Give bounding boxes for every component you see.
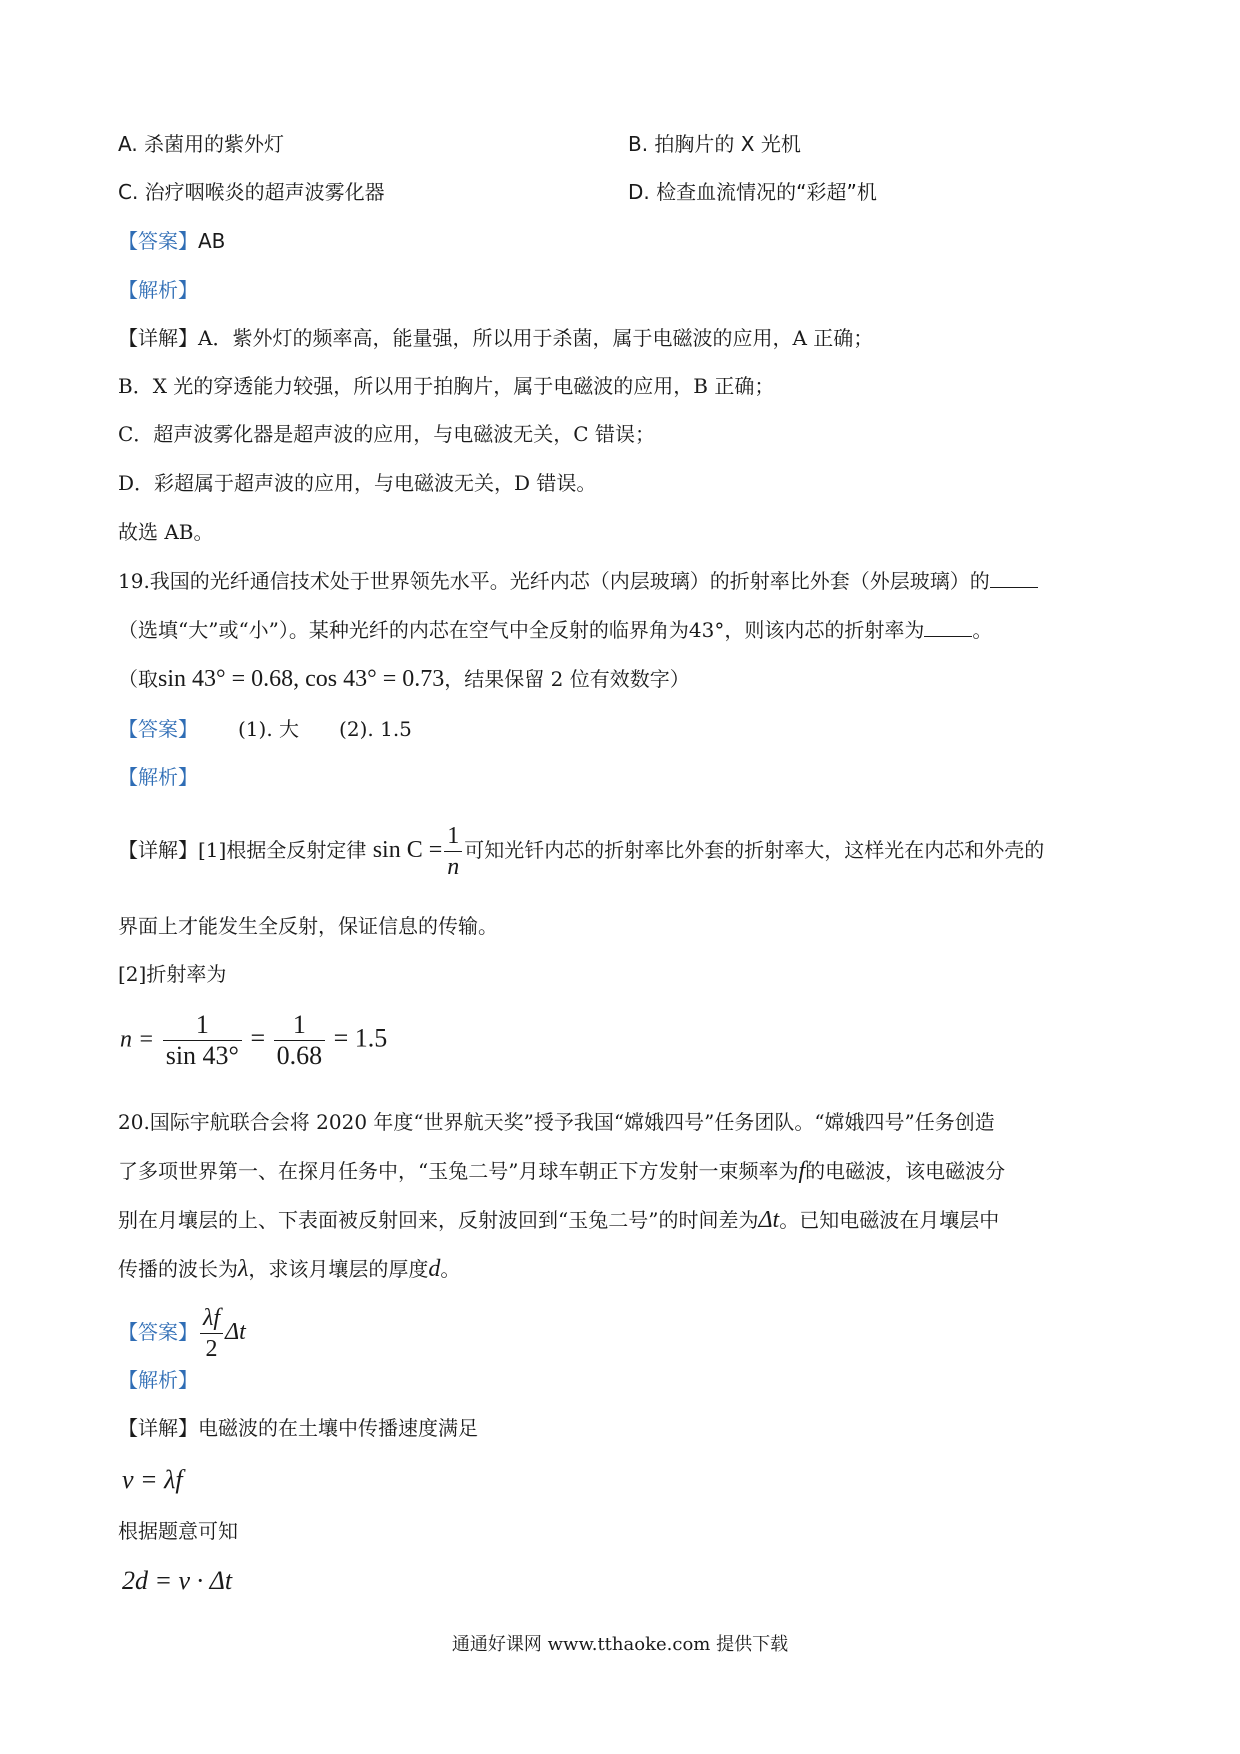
option-a: A. 杀菌用的紫外灯: [118, 132, 285, 156]
q20-detail-line: 根据题意可知: [118, 1519, 238, 1543]
eq-fraction-2: [274, 1010, 326, 1071]
answer-label: 【答案】: [118, 229, 198, 253]
q18-analysis-label: 【解析】: [118, 278, 198, 302]
q20-detail-line: [118, 1414, 478, 1442]
answer-tail: Δt: [225, 1319, 246, 1345]
fraction-numerator: 1: [444, 821, 462, 852]
q20-stem-text: 。: [440, 1257, 461, 1281]
q20-answer: [118, 1300, 246, 1364]
q18-answer: [118, 227, 225, 255]
q19-stem-line: [118, 665, 690, 693]
eq-velocity: v = λf: [122, 1465, 183, 1494]
q19-stem-text: （选填“大”或“小”）。某种光纤的内芯在空气中全反射的临界角为43°，则该内芯的折射率为: [118, 618, 925, 642]
fraction-denominator: 2: [205, 1336, 218, 1362]
q19-stem-text: （取: [118, 667, 158, 691]
fraction-numerator: 1: [163, 1010, 242, 1041]
symbol-d: d: [428, 1256, 441, 1282]
symbol-f: f: [798, 1158, 806, 1184]
q20-stem-text: ，求该月壤层的厚度: [248, 1257, 429, 1281]
q20-stem-line: [118, 1255, 460, 1283]
q18-detail-line: [118, 324, 873, 352]
q18-detail-line: C．超声波雾化器是超声波的应用，与电磁波无关，C 错误；: [118, 422, 655, 446]
q20-stem-text: 。已知电磁波在月壤层中: [779, 1208, 1000, 1232]
q20-stem-text: 别在月壤层的上、下表面被反射回来，反射波回到“玉兔二号”的时间差为: [118, 1208, 759, 1232]
law-lhs: sin C =: [372, 837, 443, 863]
q19-stem-text: 。: [972, 618, 993, 642]
fraction-denominator: sin 43°: [165, 1041, 239, 1070]
q19-answer: [118, 715, 412, 743]
detail-text: 电磁波的在土壤中传播速度满足: [198, 1416, 478, 1440]
q18-detail-line: D．彩超属于超声波的应用，与电磁波无关，D 错误。: [118, 471, 597, 495]
answer-blank: [990, 567, 1038, 588]
fraction-numerator: 1: [274, 1010, 326, 1041]
answer-part-1: (1). 大: [238, 717, 300, 741]
page-footer: 通通好课网 www.tthaoke.com 提供下载: [451, 1634, 789, 1655]
q19-detail-line: [118, 820, 1044, 882]
q19-stem-text: ，结果保留 2 位有效数字）: [444, 667, 690, 691]
answer-label: 【答案】: [118, 1320, 198, 1344]
q19-detail-line: [2]折射率为: [118, 962, 227, 986]
eq-n: n =: [120, 1026, 155, 1053]
q20-stem-text: 的电磁波，该电磁波分: [805, 1159, 1006, 1183]
fraction-denominator: n: [447, 854, 460, 880]
q19-stem-text: 19.我国的光纤通信技术处于世界领先水平。光纤内芯（内层玻璃）的折射率比外套（外层玻璃）的: [118, 569, 990, 593]
q20-stem-line: [118, 1206, 999, 1234]
trig-values: sin 43° = 0.68, cos 43° = 0.73: [158, 666, 445, 692]
symbol-dt: Δt: [758, 1207, 780, 1233]
q18-detail-line: 故选 AB。: [118, 520, 214, 544]
option-b: B. 拍胸片的 X 光机: [628, 132, 801, 156]
fraction-denominator: 0.68: [276, 1041, 323, 1070]
detail-label: 【详解】: [118, 838, 198, 862]
law-fraction: [444, 821, 462, 882]
q20-stem-text: 传播的波长为: [118, 1257, 238, 1281]
q20-analysis-label: 【解析】: [118, 1368, 198, 1392]
q19-stem-line: [118, 616, 992, 644]
option-d: D. 检查血流情况的“彩超”机: [628, 180, 877, 204]
detail-text: 可知光钎内芯的折射率比外套的折射率大，这样光在内芯和外壳的: [464, 838, 1045, 862]
option-c: C. 治疗咽喉炎的超声波雾化器: [118, 180, 385, 204]
eq-fraction-1: [163, 1010, 242, 1071]
detail-label: 【详解】: [118, 326, 198, 350]
fraction-numerator: λf: [200, 1303, 223, 1334]
answer-fraction: [200, 1303, 223, 1364]
eq-equals: =: [250, 1023, 266, 1053]
eq-result: = 1.5: [333, 1023, 388, 1053]
q19-detail-line: 界面上才能发生全反射，保证信息的传输。: [118, 914, 498, 938]
q18-detail-line: B．X 光的穿透能力较强，所以用于拍胸片，属于电磁波的应用，B 正确；: [118, 374, 775, 398]
q19-analysis-label: 【解析】: [118, 765, 198, 789]
q20-stem-line: 20.国际宇航联合会将 2020 年度“世界航天奖”授予我国“嫦娥四号”任务团队。“嫦娥四号”任务创造: [118, 1110, 995, 1134]
q20-stem-text: 了多项世界第一、在探月任务中，“玉兔二号”月球车朝正下方发射一束频率为: [118, 1159, 799, 1183]
q19-stem-line: [118, 567, 1038, 595]
symbol-lambda: λ: [238, 1256, 249, 1282]
detail-text: [1]根据全反射定律: [198, 838, 367, 862]
q19-equation: [120, 1010, 387, 1071]
answer-label: 【答案】: [118, 717, 198, 741]
detail-text: A．紫外灯的频率高，能量强，所以用于杀菌，属于电磁波的应用，A 正确；: [198, 326, 874, 350]
answer-blank: [924, 616, 972, 637]
eq-thickness: 2d = v · Δt: [122, 1566, 233, 1595]
q20-stem-line: [118, 1157, 1005, 1185]
answer-part-2: (2). 1.5: [339, 717, 412, 741]
answer-value: AB: [198, 229, 226, 253]
detail-label: 【详解】: [118, 1416, 198, 1440]
